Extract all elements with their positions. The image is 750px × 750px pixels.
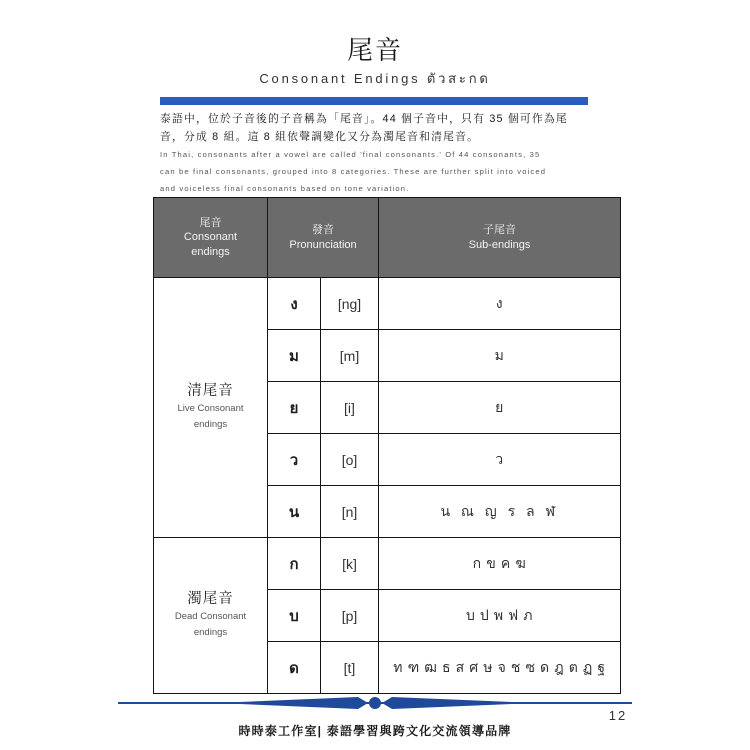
header-label-en: Sub-endings — [468, 238, 531, 251]
intro-english-line: In Thai, consonants after a vowel are called 'final consonants.' Of 44 consonants, 35 — [160, 150, 541, 159]
intro-chinese-line: 泰語中，位於子音後的子音稱為「尾音」。44 個子音中，只有 35 個可作為尾 — [160, 113, 568, 125]
final-consonant-letter: ง — [268, 278, 321, 330]
intro-chinese-line: 音，分成 8 組。這 8 組依聲調變化又分為濁尾音和清尾音。 — [160, 131, 480, 143]
intro-chinese-paragraph — [160, 110, 568, 146]
table-row — [154, 538, 621, 590]
header-label-en: endings — [191, 245, 230, 258]
final-consonant-letter: บ — [268, 590, 321, 642]
sub-endings: ท ฑ ฒ ธ ส ศ ษ จ ช ซ ด ฎ ต ฏ ฐ — [379, 642, 621, 694]
header-label-en: Pronunciation — [289, 238, 357, 251]
footer-left-spindle — [215, 697, 368, 709]
group-label-zh: 清尾音 — [187, 383, 234, 399]
sub-endings: ย — [379, 382, 621, 434]
group-cell-dead-endings — [154, 538, 268, 694]
pronunciation-ipa: [n] — [321, 486, 379, 538]
group-label-en: endings — [193, 627, 228, 638]
sub-endings: บ ป พ ฟ ภ — [379, 590, 621, 642]
footer-center-dot — [369, 697, 381, 709]
final-consonant-letter: ว — [268, 434, 321, 486]
header-cell-sub-endings — [379, 198, 621, 278]
sub-endings: น ณ ญ ร ล ฬ — [379, 486, 621, 538]
footer-right-spindle — [382, 697, 535, 709]
pronunciation-ipa: [m] — [321, 330, 379, 382]
group-label-en: endings — [193, 419, 228, 430]
final-consonant-letter: ม — [268, 330, 321, 382]
table-header-row — [154, 198, 621, 278]
header-label-zh: 發音 — [312, 224, 334, 236]
intro-english-line: can be final consonants, grouped into 8 categories. These are further split into voiced — [160, 167, 547, 176]
pronunciation-ipa: [t] — [321, 642, 379, 694]
sub-endings: ก ข ค ฆ — [379, 538, 621, 590]
header-label-zh: 子尾音 — [483, 224, 516, 236]
page-title: 尾音 — [346, 35, 403, 65]
accent-bar — [160, 97, 588, 105]
pronunciation-ipa: [ng] — [321, 278, 379, 330]
final-consonant-letter: ย — [268, 382, 321, 434]
final-consonant-letter: ด — [268, 642, 321, 694]
pronunciation-ipa: [o] — [321, 434, 379, 486]
final-consonant-letter: ก — [268, 538, 321, 590]
pronunciation-ipa: [p] — [321, 590, 379, 642]
sub-endings: ม — [379, 330, 621, 382]
header-label-en: Consonant — [183, 231, 238, 244]
final-consonant-letter: น — [268, 486, 321, 538]
pronunciation-ipa: [i] — [321, 382, 379, 434]
group-label-zh: 濁尾音 — [187, 591, 234, 607]
page-subtitle: Consonant Endings ตัวสะกด — [259, 71, 491, 86]
table-row — [154, 278, 621, 330]
header-cell-pronunciation — [268, 198, 379, 278]
sub-endings: ง — [379, 278, 621, 330]
header-label-zh: 尾音 — [199, 216, 222, 229]
intro-english-line: and voiceless final consonants based on tone variation. — [160, 184, 410, 193]
consonant-endings-table — [153, 197, 621, 694]
group-label-en: Live Consonant — [177, 403, 244, 414]
footer-ornament — [0, 693, 750, 713]
intro-english-paragraph — [160, 146, 546, 197]
pronunciation-ipa: [k] — [321, 538, 379, 590]
group-cell-live-endings — [154, 278, 268, 538]
sub-endings: ว — [379, 434, 621, 486]
header-cell-consonant-endings — [154, 198, 268, 278]
group-label-en: Dead Consonant — [174, 611, 247, 622]
page-number: 12 — [608, 708, 628, 723]
footer-brand: 時時泰工作室| 泰語學習與跨文化交流領導品牌 — [238, 724, 512, 738]
